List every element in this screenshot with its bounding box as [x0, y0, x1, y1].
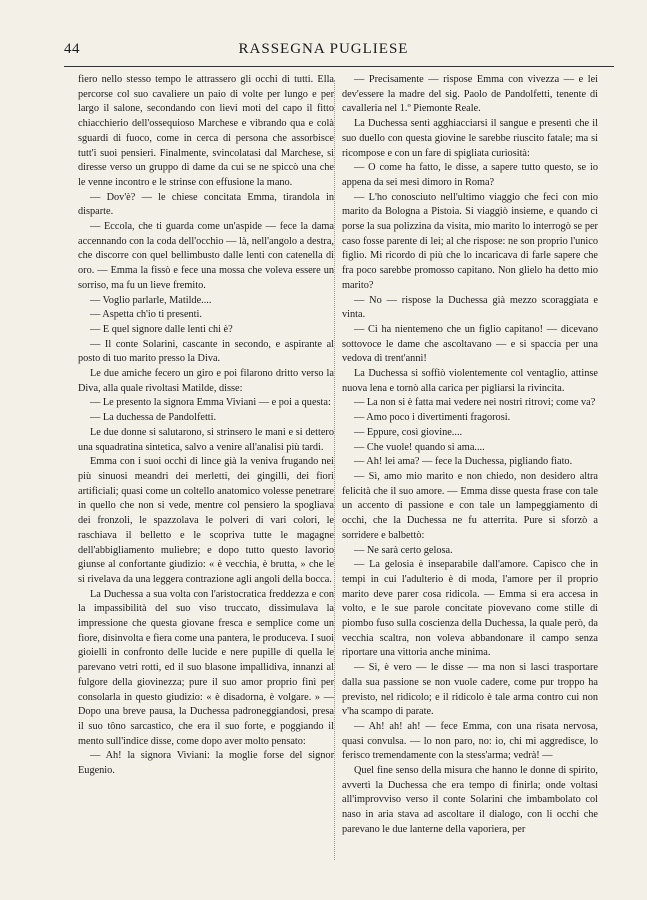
paragraph: — O come ha fatto, le disse, a sapere tutto questo, se io appena da sei mesi dimoro in Roma? [342, 162, 598, 188]
paragraph: — Che vuole! quando si ama.... [354, 441, 485, 453]
paragraph: — Le presento la signora Emma Viviani — e poi a questa: [90, 397, 331, 409]
paragraph: — Il conte Solarini, cascante in secondo, e aspirante al posto di tuo marito presso la Diva. [78, 338, 334, 365]
paragraph: — La non si è fatta mai vedere nei nostri ritrovi; come va? [354, 397, 596, 409]
paragraph: — Eppure, così giovine.... [354, 426, 463, 438]
paragraph: fiero nello stesso tempo le attrassero gli occhi di tutti. Ella percorse col suo cavaliere un paio di volte per lungo e per largo il salone, secondando con lievi moti del capo il fitto chiacchierio dell'ossequioso Marchese e vibrando qua e colà sguardi di fuoco, come in cerca di persona che assorbisce tutt'i suoi pensieri. Finalmente, svincolatasi dal Marchese, si diresse verso un gruppo di dame da cui se ne spiccò una che le venne incontro e le strinse con effusione la mano. [78, 74, 334, 188]
paragraph: — Ah! ah! ah! — fece Emma, con una risata nervosa, quasi convulsa. — lo non paro, no: io, chi mi aggredisce, lo ferisco tremendamente con la stess'arma; vedrà! — [342, 720, 598, 762]
left-column [78, 73, 334, 779]
paragraph: Emma con i suoi occhi di lince già la veniva frugando nei più sinuosi meandri dei merletti, dei gingilli, dei fiori artificiali; quasi come un coltello anatomico volesse penetrare in quello che non si vede, mentre col pensiero la spogliava dei fronzoli, le spazzolava le polveri di vari colori, le raschiava il belletto e le scopriva tutte le magagne dell'abbigliamento muliebre; e dopo tutto questo lavorio giunse al confortante giudizio: « è vecchia, è brutta, » che le si rivelava da una leggera contrazione agli angoli della bocca. [78, 456, 334, 585]
paragraph: — La gelosia è inseparabile dall'amore. Capisco che in tempi in cui l'adulterio è di moda, l'amore per il proprio marito deve parer cosa ridicola. — Emma si era accesa in volto, e le sue parole concitate piovevano come stille di piombo fuso sulla coscienza della Duchessa, la quale però, da vecchia scaltra, non voleva abbandonare il campo senza riportare una vittoria anche minima. [342, 559, 598, 659]
paragraph: — Voglio parlarle, Matilde.... [90, 294, 212, 306]
paragraph: — Ah! la signora Viviani: la moglie forse del signor Eugenio. [78, 750, 334, 777]
paragraph: Le due donne si salutarono, si strinsero le mani e si dettero una squadratina sintetica, salvo a venire all'analisi più tardi. [78, 426, 334, 453]
paragraph: — Dov'è? — le chiese concitata Emma, tirandola in disparte. [78, 191, 334, 218]
paragraph: — La duchessa de Pandolfetti. [90, 412, 217, 424]
page-number: 44 [64, 41, 80, 57]
paragraph: — Ci ha nientemeno che un figlio capitano! — dicevano sottovoce le dame che ascoltavano — e si spaccia per una vedova di trent'anni! [342, 323, 598, 365]
paragraph: — E quel signore dalle lenti chi è? [90, 323, 233, 335]
running-header [0, 41, 647, 63]
paragraph: — No — rispose la Duchessa già mezzo scoraggiata e vinta. [342, 294, 598, 321]
paragraph: La Duchessa si soffiò violentemente col ventaglio, attinse nuova lena e tornò alla carica per pigliarsi la rivincita. [342, 368, 598, 394]
paragraph: — Sì, amo mio marito e non chiedo, non desidero altra felicità che il suo amore. — Emma disse questa frase con tale un accento di passione e con tale un lampeggiamento di occhi, che la Duchessa ne fu atterrita. Pure si sforzò a sorridere e balbettò: [342, 470, 598, 541]
paragraph: Le due amiche fecero un giro e poi filarono dritto verso la Diva, alla quale rivoltasi Matilde, disse: [78, 368, 334, 394]
paragraph: — Sì, è vero — le disse — ma non si lasci trasportare dalla sua passione se non vuole cadere, come pur troppo ha previsto, nel ridicolo; e il ridicolo è tale arma contro cui non v'ha scampo di parate. [342, 662, 598, 718]
paragraph: — Amo poco i divertimenti fragorosi. [354, 412, 511, 424]
paragraph: — Ne sarà certo gelosa. [354, 544, 453, 556]
paragraph: — Eccola, che ti guarda come un'aspide — fece la dama accennando con la coda dell'occhio — là, nell'angolo a destra, che discorre con quel bellimbusto dalle lenti con catenella di oro. — Emma la fissò e fece una mossa che voleva essere un sorriso, ma fu un lieve fremito. [78, 221, 334, 291]
paragraph: Quel fine senso della misura che hanno le donne di spirito, avvertì la Duchessa che era tempo di finirla; onde voltasi all'improvviso verso il conte Solarini che imbambolato col naso in aria stava ad ascoltare il dialogo, con li occhi che parevano le due lanterne della vaporiera, per [342, 765, 598, 835]
header-rule [64, 66, 614, 67]
paragraph: — Ah! lei ama? — fece la Duchessa, pigliando fiato. [354, 456, 573, 468]
column-divider [334, 80, 335, 860]
journal-title: RASSEGNA PUGLIESE [238, 41, 409, 57]
right-column [342, 73, 598, 838]
paragraph: La Duchessa sentì agghiacciarsi il sangue e presentì che il suo duello con questa giovine le sarebbe riuscito fatale; ma si ricompose e con un fare di spigliata curiosità: [342, 118, 598, 159]
paragraph: — Precisamente — rispose Emma con vivezza — e lei dev'essere la madre del sig. Paolo de Pandolfetti, tenente di cavalleria nel 1.º Piemonte Reale. [342, 74, 598, 115]
paragraph: — L'ho conosciuto nell'ultimo viaggio che feci con mio marito da Bologna a Pistoia. Si viaggiò insieme, e quando ci porse la sua polizzina da visita, mio marito lo interrogò se per caso fosse parente di lei; al che rispose: ne son proprio l'unico figlio. Mi ricordo di più che lo incaricava di farle sapere che fra poco sarebbe promosso capitano. Non glielo ha detto mio marito? [342, 191, 598, 291]
paragraph: — Aspetta ch'io ti presenti. [90, 309, 202, 321]
paragraph: La Duchessa a sua volta con l'aristocratica freddezza e con la impassibilità del suo viso truccato, dissimulava la impressione che questa giovane fresca e semplice come un fiore, disinvolta e fiera come una pantera, le produceva. I suoi gioielli in confronto delle lucide e nere pupille di quella le parevano vetri rotti, ed il suo blasone impallidiva, innanzi al fulgore della giovinezza; pure il suo amor proprio finì per consolarla in questo giudizio: « è disadorna, è volgare. » — Dopo una breve pausa, la Duchessa padroneggiandosi, presa il suo tôno sarcastico, che era il suo forte, e poggiando il mento sull'indice disse, come dopo aver molto pensato: [78, 588, 334, 747]
